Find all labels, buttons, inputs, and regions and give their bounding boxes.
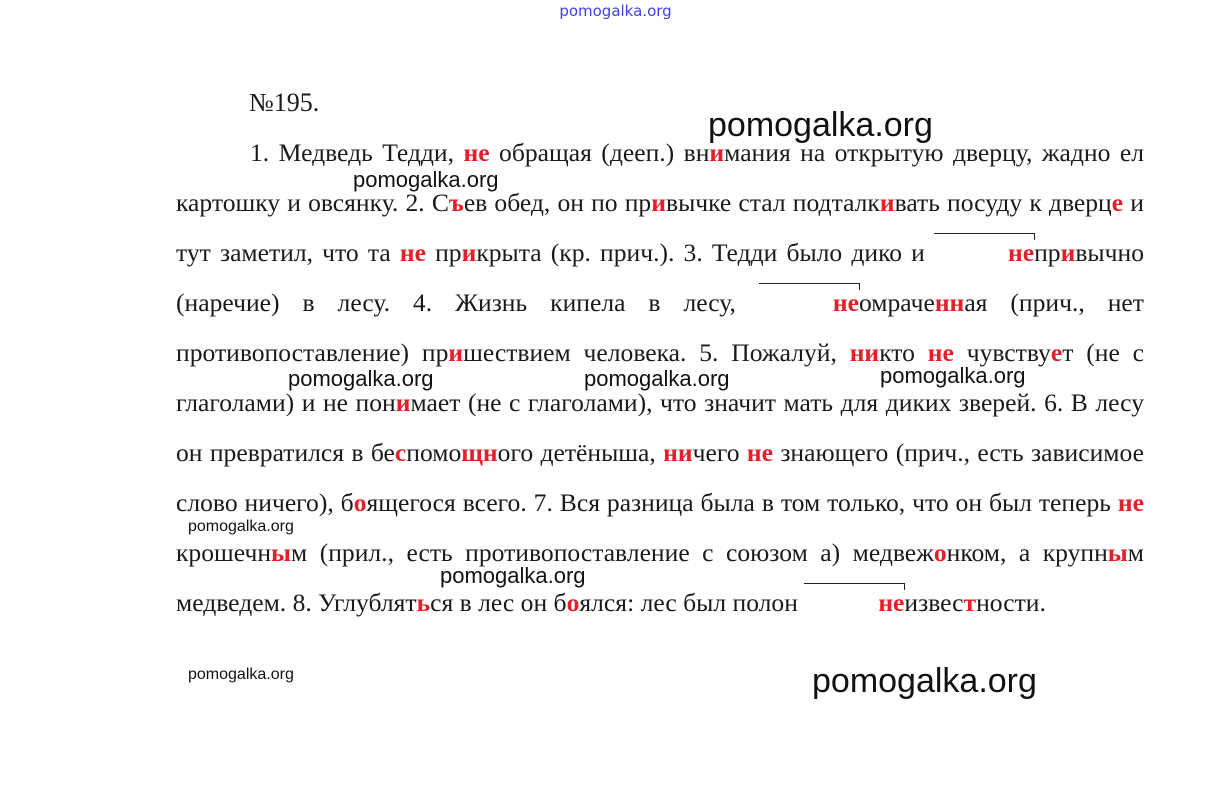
text-segment: помо: [406, 438, 462, 467]
watermark: pomogalka.org: [288, 366, 434, 391]
highlighted-letters: с: [394, 438, 407, 467]
text-segment: шествием человека. 5. Пожалуй,: [463, 338, 850, 367]
highlighted-letters: ы: [1107, 538, 1128, 567]
highlighted-letters: и: [448, 338, 464, 367]
highlighted-letters: о: [566, 588, 580, 617]
highlighted-letters: не: [804, 578, 904, 628]
text-segment: нком, а крупн: [946, 538, 1108, 567]
highlighted-letters: ы: [271, 538, 292, 567]
watermark: pomogalka.org: [880, 363, 1026, 388]
text-segment: ящегося всего. 7. Вся разница была в том только, что он был теперь: [366, 488, 1118, 517]
text-segment: м медведем. 8. Углублят: [176, 538, 1144, 617]
text-segment: омраче: [858, 288, 935, 317]
site-link[interactable]: pomogalka.org: [559, 2, 672, 20]
text-segment: знающего (прич., есть зависимое слово ничего), б: [176, 438, 1144, 517]
text-segment: ая (прич., нет противопоставление) пр: [176, 288, 1144, 367]
text-segment: ялся: лес был полон: [579, 588, 805, 617]
text-segment: вычно (наречие) в лесу. 4. Жизнь кипела в лесу,: [176, 238, 1144, 317]
text-segment: и тут заметил, что та: [176, 188, 1144, 267]
highlighted-letters: не: [1117, 488, 1144, 517]
text-segment: т (не с глаголами) и не пон: [176, 338, 1145, 417]
watermark: pomogalka.org: [812, 662, 1037, 700]
highlighted-letters: о: [353, 488, 367, 517]
text-segment: крошечн: [176, 538, 272, 567]
highlighted-letters: е: [1111, 188, 1124, 217]
highlighted-letters: не: [463, 138, 490, 167]
task-number: №195.: [249, 88, 320, 117]
text-segment: ого детёныша,: [497, 438, 664, 467]
text-segment: пр: [1034, 238, 1061, 267]
highlighted-letters: т: [963, 588, 977, 617]
highlighted-letters: не: [399, 238, 426, 267]
highlighted-letters: не: [927, 338, 954, 367]
watermark: pomogalka.org: [188, 666, 294, 683]
highlighted-letters: и: [651, 188, 666, 217]
highlighted-letters: ни: [663, 438, 693, 467]
text-segment: мает (не с глаголами), что значит мать для диких зверей. 6. В лесу он превратился в бе: [176, 388, 1144, 467]
highlighted-letters: не: [746, 438, 773, 467]
watermark: pomogalka.org: [353, 167, 499, 192]
watermark: pomogalka.org: [188, 518, 294, 535]
text-segment: чего: [692, 438, 747, 467]
watermark: pomogalka.org: [584, 366, 730, 391]
highlighted-letters: ни: [849, 338, 880, 367]
text-segment: кто: [879, 338, 928, 367]
text-segment: ев обед, он по пр: [463, 188, 652, 217]
text-segment: ности.: [976, 588, 1046, 617]
highlighted-letters: щн: [461, 438, 498, 467]
text-segment: вать посуду к дверц: [894, 188, 1112, 217]
watermark: pomogalka.org: [708, 106, 933, 144]
highlighted-letters: не: [934, 228, 1034, 278]
highlighted-letters: е: [1050, 338, 1063, 367]
highlighted-letters: не: [759, 278, 859, 328]
highlighted-letters: и: [395, 388, 411, 417]
text-segment: извес: [904, 588, 964, 617]
highlighted-letters: и: [1060, 238, 1076, 267]
watermark: pomogalka.org: [440, 563, 586, 588]
highlighted-letters: и: [879, 188, 895, 217]
text-segment: ся в лес он б: [430, 588, 567, 617]
highlighted-letters: ь: [416, 588, 431, 617]
text-segment: обращая (дееп.) вн: [489, 138, 710, 167]
text-segment: м (прил., есть противопоставление с союзом а) медвеж: [291, 538, 934, 567]
highlighted-letters: нн: [934, 288, 965, 317]
text-segment: вычке стал подталк: [665, 188, 880, 217]
highlighted-letters: и: [709, 138, 725, 167]
text-segment: крыта (кр. прич.). 3. Тедди было дико и: [476, 238, 934, 267]
text-segment: чувству: [953, 338, 1051, 367]
text-segment: мания на открытую дверцу, жадно ел картошку и овсянку. 2. С: [176, 138, 1144, 217]
text-segment: пр: [425, 238, 462, 267]
text-segment: 1. Медведь Тедди,: [250, 138, 464, 167]
highlighted-letters: о: [933, 538, 947, 567]
highlighted-letters: ъ: [448, 188, 464, 217]
highlighted-letters: и: [461, 238, 477, 267]
